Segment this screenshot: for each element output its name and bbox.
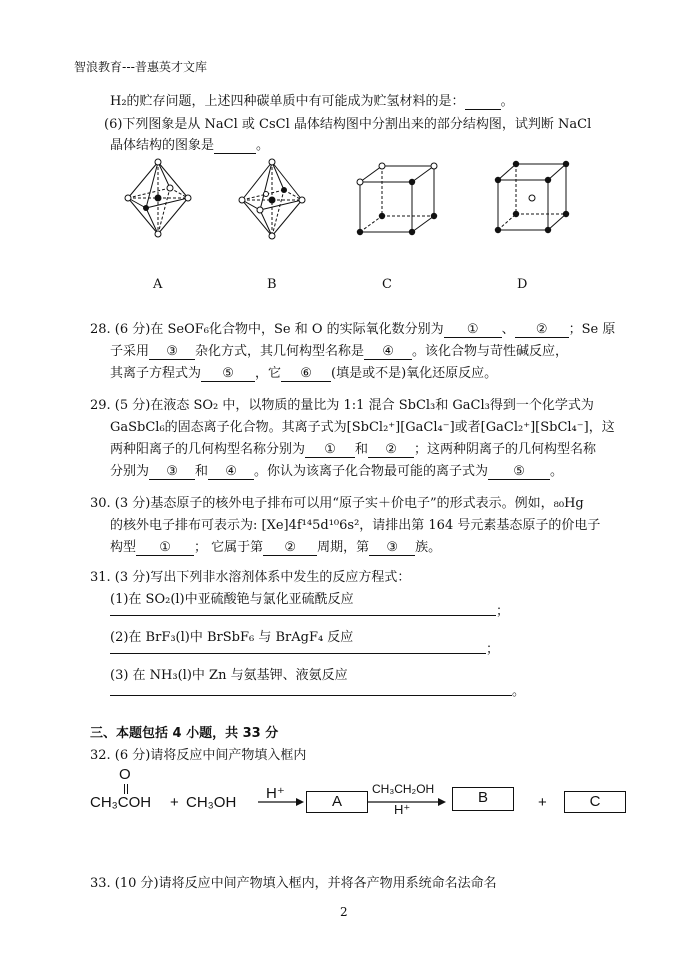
q29-blank-5[interactable]: ⑤ bbox=[488, 465, 550, 480]
figure-label-c: C bbox=[382, 277, 392, 292]
q29-blank-1[interactable]: ① bbox=[305, 443, 355, 458]
box-a[interactable]: A bbox=[306, 791, 368, 813]
q31-end1: ； bbox=[496, 604, 510, 619]
q31-end3: 。 bbox=[512, 684, 526, 699]
reactant-acetic-acid: CH₃COH bbox=[90, 794, 152, 811]
q28-blank-4[interactable]: ④ bbox=[364, 345, 412, 360]
q28-line3: 其离子方程式为 ⑤ ，它 ⑥ (填是或不是)氧化还原反应。 bbox=[110, 366, 498, 381]
q27-blank-carbon[interactable] bbox=[465, 95, 501, 110]
q29-blank-2[interactable]: ② bbox=[368, 443, 414, 458]
figure-b-octahedron bbox=[232, 154, 312, 246]
q33-title: 33. (10 分)请将反应中间产物填入框内，并将各产物用系统命名法命名 bbox=[90, 876, 497, 891]
q29-line3: 两种阳离子的几何构型名称分别为 ① 和 ② ；这两种阴离子的几何构型名称 bbox=[110, 442, 597, 457]
reaction-arrow-1 bbox=[258, 796, 304, 808]
page-header: 智浪教育---普惠英才文库 bbox=[74, 60, 207, 74]
q27-line2: (6)下列图象是从 NaCl 或 CsCl 晶体结构图中分割出来的部分结构图，试判断 NaCl bbox=[104, 117, 592, 132]
figure-label-d: D bbox=[517, 277, 528, 292]
q29-blank-4[interactable]: ④ bbox=[208, 465, 254, 480]
q28-line2: 子采用 ③ 杂化方式，其几何构型名称是 ④ 。该化合物与苛性碱反应， bbox=[110, 344, 569, 359]
plus-sign-2: + bbox=[538, 794, 547, 811]
condition-acid-1: H⁺ bbox=[266, 785, 285, 802]
q30-line1: 30. (3 分)基态原子的核外电子排布可以用“原子实＋价电子”的形式表示。例如，₈₀Hg bbox=[90, 496, 584, 511]
q30-line3: 构型 ① ； 它属于第 ② 周期，第 ③ 族。 bbox=[110, 540, 442, 555]
q29-line1: 29. (5 分)在液态 SO₂ 中，以物质的量比为 1:1 混合 SbCl₃和 GaCl₃得到一个化学式为 bbox=[90, 398, 594, 413]
figure-d-cube bbox=[490, 156, 574, 238]
reactant-methanol: CH₃OH bbox=[186, 794, 237, 811]
q27-blank-nacl[interactable] bbox=[214, 139, 256, 154]
q30-blank-3[interactable]: ③ bbox=[369, 541, 415, 556]
section-3-heading: 三、本题包括 4 小题，共 33 分 bbox=[90, 726, 279, 741]
q27-line3: 晶体结构的图象是 。 bbox=[110, 138, 270, 153]
figure-c-cube bbox=[352, 160, 442, 242]
q31-title: 31. (3 分)写出下列非水溶剂体系中发生的反应方程式： bbox=[90, 570, 411, 585]
q32-title: 32. (6 分)请将反应中间产物填入框内 bbox=[90, 748, 307, 763]
q29-blank-3[interactable]: ③ bbox=[149, 465, 195, 480]
box-c[interactable]: C bbox=[564, 791, 626, 813]
condition-acid-2: H⁺ bbox=[394, 802, 411, 817]
page-number: 2 bbox=[340, 905, 348, 919]
q31-answer-line-1[interactable] bbox=[110, 614, 496, 616]
figure-label-a: A bbox=[153, 277, 163, 292]
figure-a-octahedron bbox=[118, 154, 198, 246]
carbonyl-bond-1 bbox=[124, 784, 126, 794]
q30-blank-1[interactable]: ① bbox=[136, 541, 194, 556]
q29-line2: GaSbCl₆的固态离子化合物。其离子式为[SbCl₂⁺][GaCl₄⁻]或者[GaCl₂⁺][SbCl₄⁻]，这 bbox=[110, 420, 615, 435]
carbonyl-oxygen: O bbox=[119, 766, 131, 783]
q28-blank-2[interactable]: ② bbox=[515, 323, 569, 338]
carbonyl-bond-2 bbox=[127, 784, 129, 794]
q28-blank-6[interactable]: ⑥ bbox=[281, 367, 331, 382]
q31-sub1: (1)在 SO₂(l)中亚硫酸铯与氯化亚硫酰反应 bbox=[110, 592, 354, 607]
box-b[interactable]: B bbox=[452, 787, 514, 811]
q27-line1: H₂的贮存问题，上述四种碳单质中有可能成为贮氢材料的是： 。 bbox=[110, 94, 514, 109]
q28-blank-5[interactable]: ⑤ bbox=[201, 367, 255, 382]
plus-sign-1: + bbox=[170, 794, 179, 811]
q31-answer-line-3[interactable] bbox=[110, 694, 512, 696]
figure-label-b: B bbox=[267, 277, 277, 292]
q31-answer-line-2[interactable] bbox=[110, 652, 486, 654]
q28-blank-1[interactable]: ① bbox=[444, 323, 502, 338]
condition-ethanol: CH₃CH₂OH bbox=[372, 782, 435, 796]
q30-blank-2[interactable]: ② bbox=[263, 541, 317, 556]
q29-line4: 分别为 ③ 和 ④ 。你认为该离子化合物最可能的离子式为 ⑤ 。 bbox=[110, 464, 564, 479]
q28-blank-3[interactable]: ③ bbox=[149, 345, 195, 360]
q28-line1: 28. (6 分)在 SeOF₆化合物中，Se 和 O 的实际氧化数分别为 ① 、 ② ；Se 原 bbox=[90, 322, 616, 337]
q31-sub2: (2)在 BrF₃(l)中 BrSbF₆ 与 BrAgF₄ 反应 bbox=[110, 630, 354, 645]
q31-sub3: (3) 在 NH₃(l)中 Zn 与氨基钾、液氨反应 bbox=[110, 668, 348, 683]
q30-line2: 的核外电子排布可表示为: [Xe]4f¹⁴5d¹⁰6s²，请排出第 164 号元素基态原子的价电子 bbox=[110, 518, 601, 533]
q31-end2: ； bbox=[486, 642, 500, 657]
